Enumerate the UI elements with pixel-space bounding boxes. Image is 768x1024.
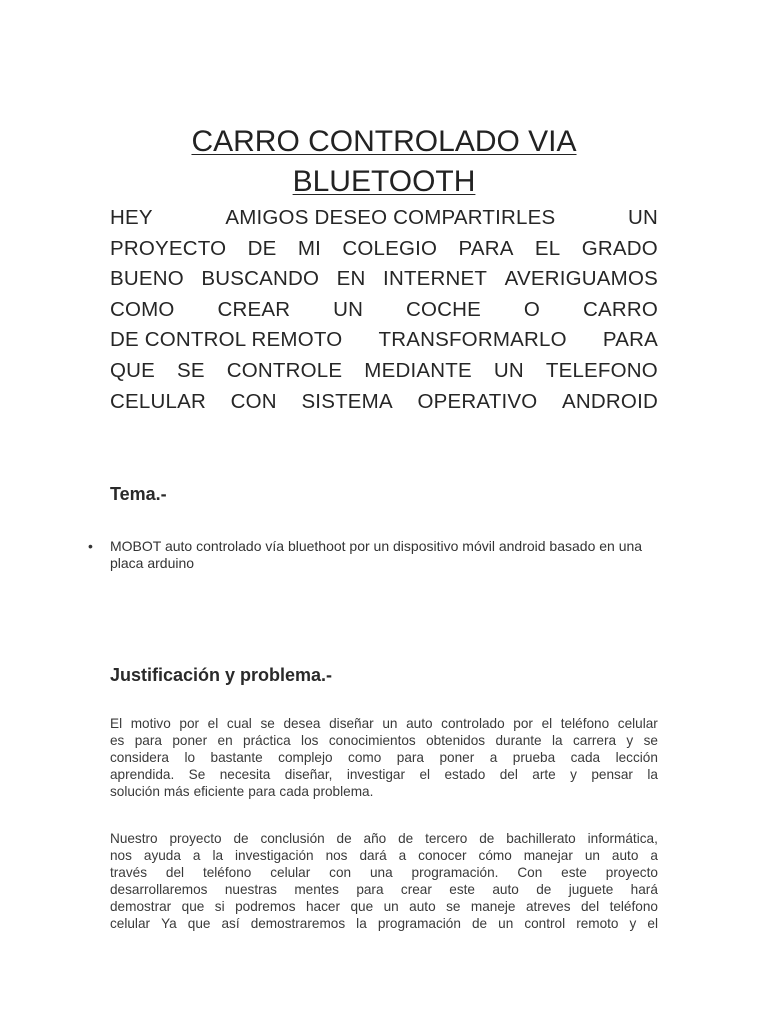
word: través [110, 865, 148, 880]
word: control [524, 916, 566, 931]
word: una [369, 865, 393, 880]
word: bastante [210, 750, 263, 765]
word: podremos [235, 899, 296, 914]
intro-word: TELEFONO [545, 358, 658, 382]
word: de [471, 916, 488, 931]
word: mentes [294, 882, 339, 897]
word: solución [110, 784, 160, 799]
word: con [329, 865, 352, 880]
word: un [498, 916, 514, 931]
word: motivo [130, 716, 171, 731]
intro-word: PARA [458, 236, 514, 260]
intro-line [110, 264, 658, 295]
word: investigación [235, 848, 314, 863]
word: lo [184, 750, 196, 765]
paragraph-line [110, 749, 658, 766]
intro-word: UN [333, 297, 364, 321]
word: conclusión [260, 831, 325, 846]
intro-word: UN [627, 206, 658, 229]
paragraph-line [110, 898, 658, 915]
word: Con [517, 865, 543, 880]
intro-word: SE [177, 358, 205, 382]
word: así [221, 916, 240, 931]
document-title [110, 122, 658, 202]
word: teléfono [202, 865, 252, 880]
intro-word: COCHE [405, 297, 482, 321]
intro-word: CON [230, 389, 277, 413]
word: por [513, 716, 533, 731]
intro-line [110, 234, 658, 265]
word: desea [283, 716, 321, 731]
word: informática, [587, 831, 658, 846]
paragraph-line [110, 766, 658, 783]
paragraph-line [110, 915, 658, 932]
word: del [499, 767, 518, 782]
word: remoto [576, 916, 619, 931]
word: programación. [411, 865, 499, 880]
word: ayuda [143, 848, 181, 863]
word: hará [630, 882, 658, 897]
word: desarrollaremos [110, 882, 208, 897]
word: El [110, 716, 123, 731]
word: carrera [572, 733, 617, 748]
word: en [217, 733, 233, 748]
word: poner [439, 750, 475, 765]
word: poner [172, 733, 208, 748]
word: y [570, 767, 577, 782]
intro-line [110, 356, 658, 387]
word: cada [279, 784, 309, 799]
intro-word: INTERNET [383, 267, 488, 291]
word: la [356, 916, 367, 931]
intro-word: UN [493, 358, 524, 382]
word: la [551, 733, 563, 748]
word: lección [615, 750, 658, 765]
word: que [181, 899, 205, 914]
word: demostrar [110, 899, 172, 914]
word: nuestras [224, 882, 277, 897]
bullet-icon: • [88, 538, 93, 554]
paragraph-line [110, 783, 658, 800]
word: del [580, 899, 600, 914]
intro-word: CARRO [582, 297, 658, 321]
intro-line [110, 387, 658, 418]
word: más [163, 784, 190, 799]
intro-word: OPERATIVO [417, 389, 538, 413]
word: cómo [478, 848, 512, 863]
paragraph-line [110, 847, 658, 864]
word: año [363, 831, 387, 846]
word: se [643, 733, 658, 748]
word: para [248, 784, 276, 799]
word: a [489, 750, 498, 765]
word: pensar [591, 767, 633, 782]
word: un [383, 899, 399, 914]
word: de [336, 831, 352, 846]
word: y [629, 916, 637, 931]
word: auto [492, 882, 519, 897]
word: considera [110, 750, 169, 765]
tema-list [88, 538, 658, 572]
justificacion-paragraph-2 [110, 830, 658, 932]
word: cada [570, 750, 601, 765]
word: aprendida. [110, 767, 175, 782]
word: auto [611, 848, 639, 863]
paragraph-line [110, 830, 658, 847]
intro-word: BUSCANDO [201, 267, 320, 291]
word: nos [325, 848, 348, 863]
word: controlado [441, 716, 505, 731]
word: el [541, 716, 553, 731]
intro-word: DE CONTROL REMOTO [110, 328, 343, 352]
intro-word: EL [534, 236, 561, 260]
word: el [647, 916, 658, 931]
word: programación [377, 916, 461, 931]
word: a [650, 848, 658, 863]
intro-word: ANDROID [562, 389, 658, 413]
intro-word: MI [297, 236, 322, 260]
word: como [348, 750, 382, 765]
word: arte [532, 767, 556, 782]
intro-line [110, 203, 658, 234]
intro-word: O [523, 297, 541, 321]
intro-word: HEY [110, 206, 153, 229]
word: si [214, 899, 225, 914]
intro-word: BUENO [110, 267, 184, 291]
intro-word: SISTEMA [301, 389, 393, 413]
word: prueba [512, 750, 556, 765]
title-line-1: CARRO CONTROLADO VIA [191, 125, 577, 158]
word: para [396, 750, 424, 765]
word: diseñar, [284, 767, 333, 782]
justificacion-heading: Justificación y problema.- [110, 665, 333, 685]
word: de [398, 831, 414, 846]
intro-word: COLEGIO [342, 236, 438, 260]
word: este [561, 865, 587, 880]
justificacion-paragraph-1 [110, 715, 658, 800]
word: proyecto [169, 831, 222, 846]
word: cual [226, 716, 252, 731]
word: bachillerato [506, 831, 576, 846]
intro-word: CELULAR [110, 389, 206, 413]
paragraph-line [110, 864, 658, 881]
word: auto [406, 716, 433, 731]
intro-word: CREAR [217, 297, 291, 321]
word: que [187, 916, 211, 931]
word: Nuestro [110, 831, 158, 846]
word: para [356, 882, 384, 897]
word: la [647, 767, 658, 782]
word: práctica [243, 733, 291, 748]
word: demostraremos [250, 916, 346, 931]
word: necesita [219, 767, 271, 782]
intro-word: TRANSFORMARLO [378, 328, 567, 352]
intro-word: PARA [602, 328, 658, 352]
word: los [301, 733, 319, 748]
word: el [207, 716, 219, 731]
paragraph-line [110, 715, 658, 732]
intro-line [110, 295, 658, 326]
word: diseñar [329, 716, 374, 731]
tema-heading: Tema.- [110, 484, 167, 504]
word: durante [495, 733, 542, 748]
intro-paragraph [110, 203, 658, 417]
word: teléfono [609, 899, 658, 914]
word: manejar [523, 848, 573, 863]
word: conocer [418, 848, 467, 863]
word: problema. [312, 784, 374, 799]
word: de [233, 831, 249, 846]
word: un [584, 848, 600, 863]
word: investigar [346, 767, 406, 782]
word: atreves [525, 899, 571, 914]
title-line-2: BLUETOOTH [292, 165, 476, 198]
word: se [446, 899, 461, 914]
word: crear [400, 882, 432, 897]
intro-word: PROYECTO [110, 236, 227, 260]
word: del [165, 865, 185, 880]
word: que [350, 899, 374, 914]
intro-word: MEDIANTE [364, 358, 472, 382]
word: proyecto [605, 865, 658, 880]
word: a [192, 848, 201, 863]
intro-line [110, 325, 658, 356]
intro-word: DE [247, 236, 277, 260]
word: tercero [425, 831, 468, 846]
paragraph-line [110, 881, 658, 898]
intro-word: CONTROLE [226, 358, 343, 382]
word: de [479, 831, 495, 846]
word: eficiente [193, 784, 245, 799]
intro-word: QUE [110, 358, 156, 382]
word: por [179, 716, 200, 731]
word: nos [110, 848, 132, 863]
word: auto [409, 899, 436, 914]
word: y [626, 733, 634, 748]
intro-word: AVERIGUAMOS [504, 267, 658, 291]
word: Ya [161, 916, 177, 931]
word: un [382, 716, 398, 731]
word: estado [444, 767, 486, 782]
word: hacer [305, 899, 340, 914]
word: el [419, 767, 431, 782]
word: complejo [278, 750, 333, 765]
word: este [449, 882, 475, 897]
paragraph-line [110, 732, 658, 749]
intro-word: GRADO [581, 236, 658, 260]
word: es [110, 733, 125, 748]
intro-word: AMIGOS DESEO COMPARTIRLES [225, 206, 556, 229]
word: celular [110, 916, 151, 931]
word: la [212, 848, 224, 863]
word: Se [188, 767, 206, 782]
list-item [88, 538, 658, 572]
word: a [398, 848, 407, 863]
word: para [134, 733, 162, 748]
word: teléfono [560, 716, 610, 731]
word: celular [270, 865, 311, 880]
intro-word: EN [336, 267, 366, 291]
word: obtenidos [426, 733, 486, 748]
word: se [260, 716, 275, 731]
word: dará [359, 848, 387, 863]
word: conocimientos [328, 733, 416, 748]
tema-text: MOBOT auto controlado vía bluethoot por un dispositivo móvil android basado en una placa arduino [110, 538, 643, 571]
word: de [536, 882, 552, 897]
word: maneje [470, 899, 516, 914]
word: celular [617, 716, 658, 731]
intro-word: COMO [110, 297, 175, 321]
word: juguete [568, 882, 614, 897]
